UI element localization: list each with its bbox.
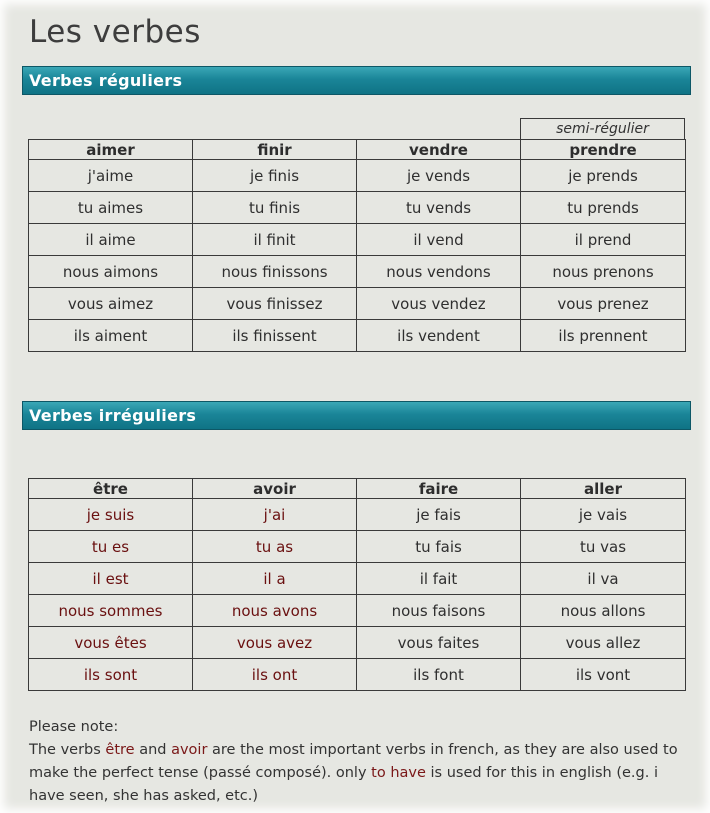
column-header: prendre [521,140,686,160]
table-cell: ils sont [29,659,193,691]
column-header: vendre [357,140,521,160]
note-text-part: and [134,742,172,758]
highlighted-verb: to have [371,765,426,781]
table-cell: nous vendons [357,256,521,288]
table-row [29,595,686,627]
note-text [29,716,689,808]
table-cell: tu prends [521,192,686,224]
table-cell: nous aimons [29,256,193,288]
table-cell: tu as [193,531,357,563]
table-cell: ils aiment [29,320,193,352]
highlighted-verb: être [105,742,135,758]
table-cell: il finit [193,224,357,256]
table-row [29,256,686,288]
regular-verbs-table [28,139,686,352]
column-header: aimer [29,140,193,160]
note-label: Please note: [29,719,119,735]
table-cell: ils prennent [521,320,686,352]
table-cell: je fais [357,499,521,531]
table-cell: j'aime [29,160,193,192]
table-row [29,192,686,224]
table-row [29,288,686,320]
table-cell: tu es [29,531,193,563]
table-header-row [29,140,686,160]
table-row [29,320,686,352]
note-body [29,739,689,808]
table-cell: vous avez [193,627,357,659]
table-cell: il prend [521,224,686,256]
table-cell: ils font [357,659,521,691]
table-row [29,659,686,691]
table-cell: il est [29,563,193,595]
column-header: finir [193,140,357,160]
table-row [29,563,686,595]
semi-regular-label: semi-régulier [520,118,685,139]
note-text-part: are the most important verbs in french, as they are also used to make the perfect tense (passé composé). only [29,742,678,781]
table-cell: vous aimez [29,288,193,320]
column-header: être [29,479,193,499]
table-cell: nous faisons [357,595,521,627]
table-cell: vous prenez [521,288,686,320]
regular-verbs-heading: Verbes réguliers [29,71,183,90]
table-cell: ils vendent [357,320,521,352]
note-text-part: is used for this in english (e.g. i have seen, she has asked, etc.) [29,765,658,804]
table-cell: il aime [29,224,193,256]
table-cell: je prends [521,160,686,192]
table-cell: ils ont [193,659,357,691]
page-title: Les verbes [29,14,201,50]
irregular-verbs-header [22,401,691,430]
table-cell: nous finissons [193,256,357,288]
table-cell: je suis [29,499,193,531]
table-cell: nous prenons [521,256,686,288]
table-row [29,160,686,192]
table-cell: vous vendez [357,288,521,320]
table-header-row [29,479,686,499]
table-row [29,499,686,531]
table-cell: tu vends [357,192,521,224]
note-text-part: The verbs [29,742,106,758]
table-cell: ils finissent [193,320,357,352]
table-row [29,531,686,563]
table-cell: il fait [357,563,521,595]
table-cell: j'ai [193,499,357,531]
table-cell: vous faites [357,627,521,659]
table-cell: vous êtes [29,627,193,659]
table-cell: vous finissez [193,288,357,320]
regular-verbs-header [22,66,691,95]
column-header: aller [521,479,686,499]
table-cell: tu fais [357,531,521,563]
table-cell: vous allez [521,627,686,659]
table-cell: il vend [357,224,521,256]
column-header: avoir [193,479,357,499]
table-row [29,627,686,659]
table-cell: tu finis [193,192,357,224]
table-cell: il a [193,563,357,595]
irregular-verbs-table [28,478,686,691]
table-cell: nous sommes [29,595,193,627]
table-row [29,224,686,256]
table-cell: ils vont [521,659,686,691]
table-cell: nous allons [521,595,686,627]
table-cell: tu aimes [29,192,193,224]
irregular-verbs-heading: Verbes irréguliers [29,406,197,425]
table-cell: je vends [357,160,521,192]
column-header: faire [357,479,521,499]
table-cell: je vais [521,499,686,531]
highlighted-verb: avoir [171,742,208,758]
table-cell: nous avons [193,595,357,627]
table-cell: il va [521,563,686,595]
table-cell: tu vas [521,531,686,563]
table-cell: je finis [193,160,357,192]
